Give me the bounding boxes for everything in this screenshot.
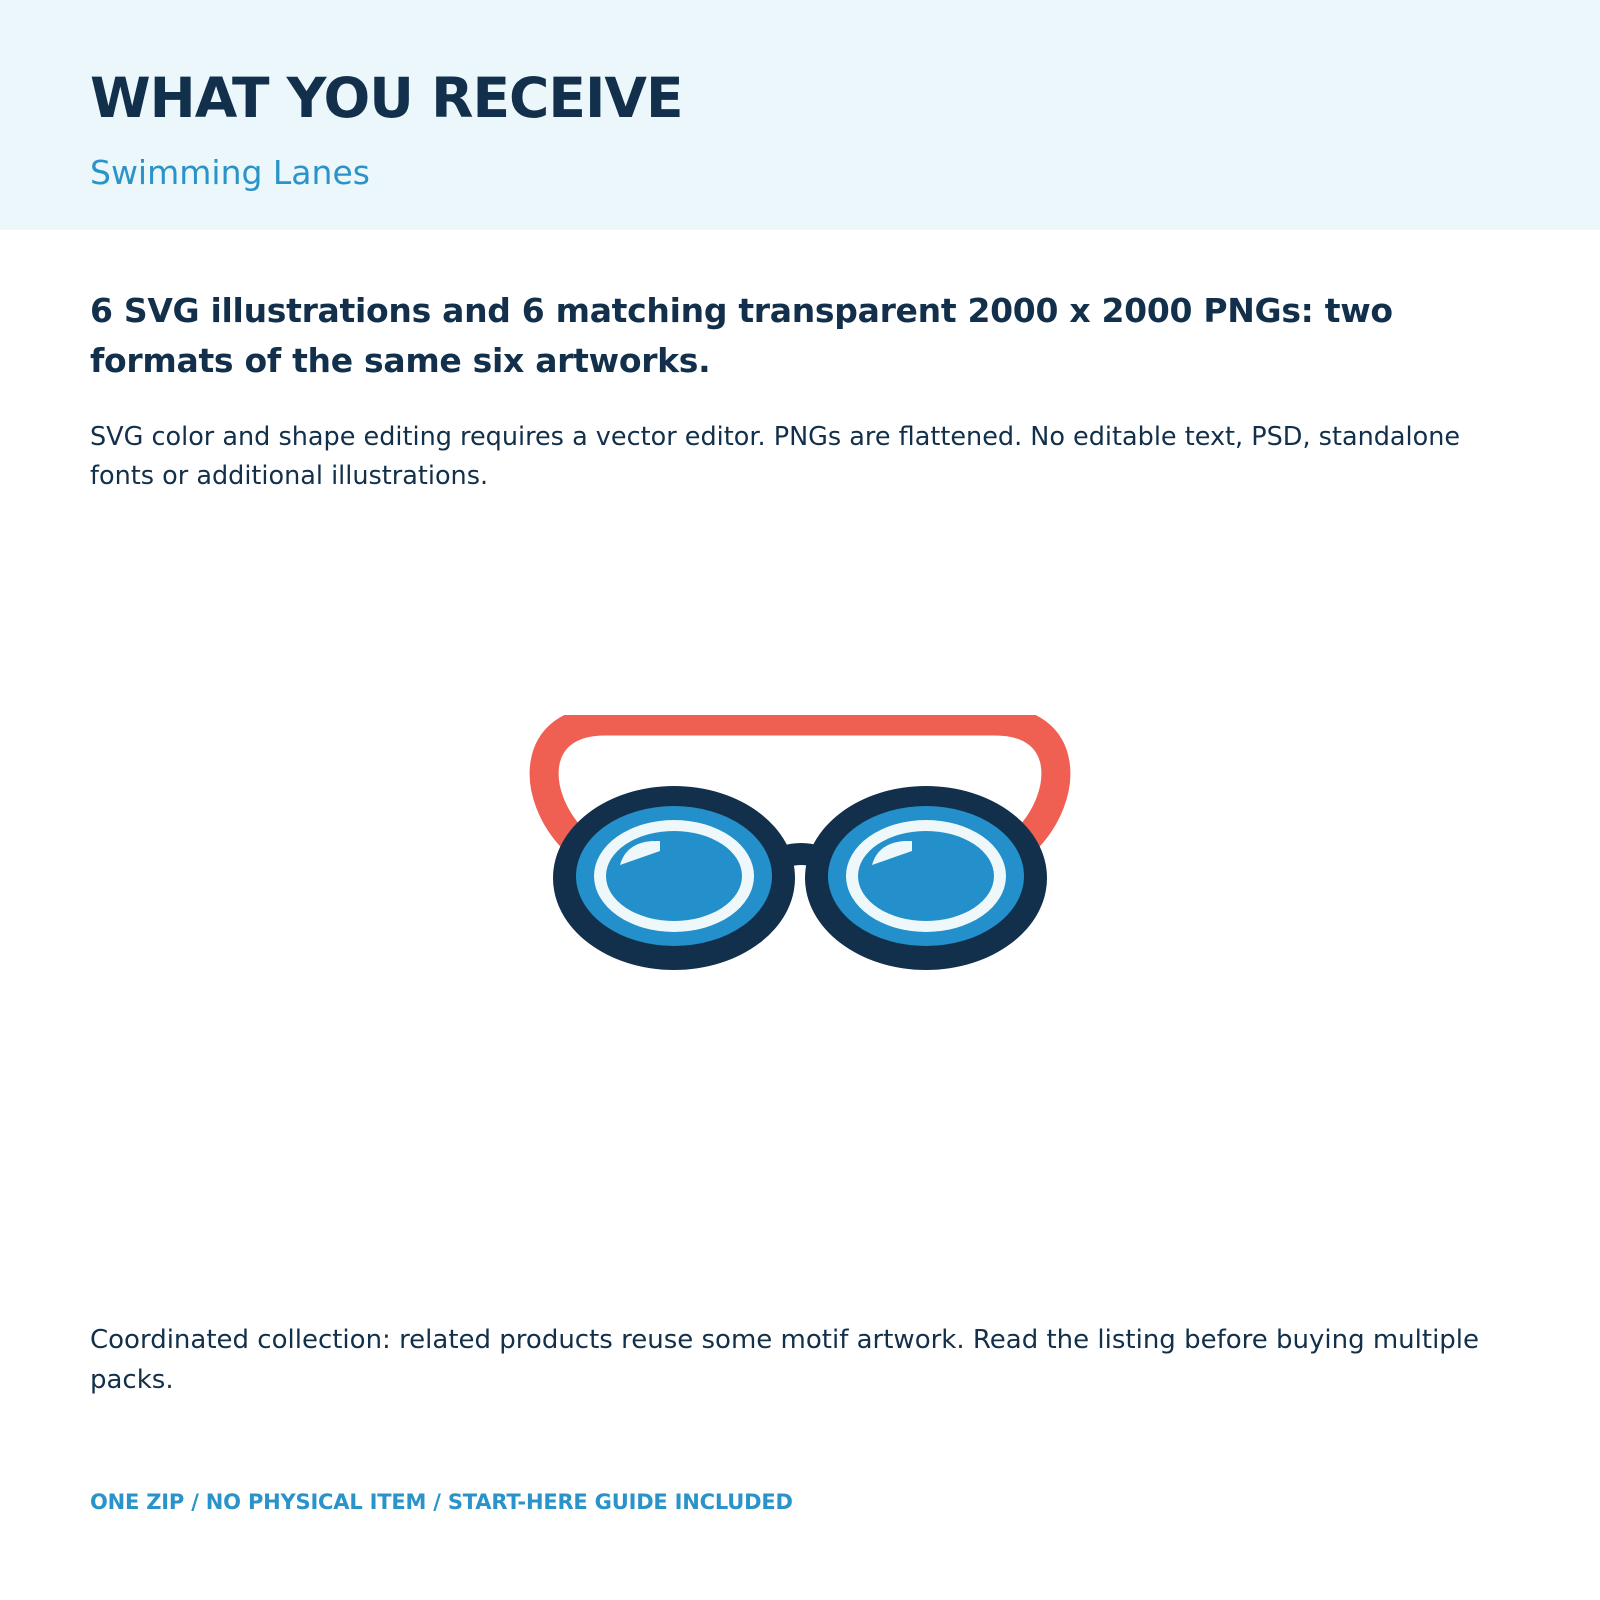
header-band — [0, 0, 1600, 230]
swimming-goggles-icon — [520, 715, 1080, 975]
deliverables-note: SVG color and shape editing requires a vector editor. PNGs are flattened. No editable text, PSD, standalone fonts or additional illustrations. — [90, 422, 1461, 491]
page-title: WHAT YOU RECEIVE — [90, 66, 683, 130]
product-name: Swimming Lanes — [90, 153, 370, 192]
delivery-tagline: ONE ZIP / NO PHYSICAL ITEM / START-HERE GUIDE INCLUDED — [90, 1490, 793, 1514]
right-eyepiece — [805, 786, 1047, 970]
left-eyepiece — [553, 786, 795, 970]
deliverables-headline: 6 SVG illustrations and 6 matching transparent 2000 x 2000 PNGs: two formats of the same six artworks. — [90, 291, 1393, 380]
collection-note: Coordinated collection: related products reuse some motif artwork. Read the listing before buying multiple packs. — [90, 1325, 1480, 1395]
